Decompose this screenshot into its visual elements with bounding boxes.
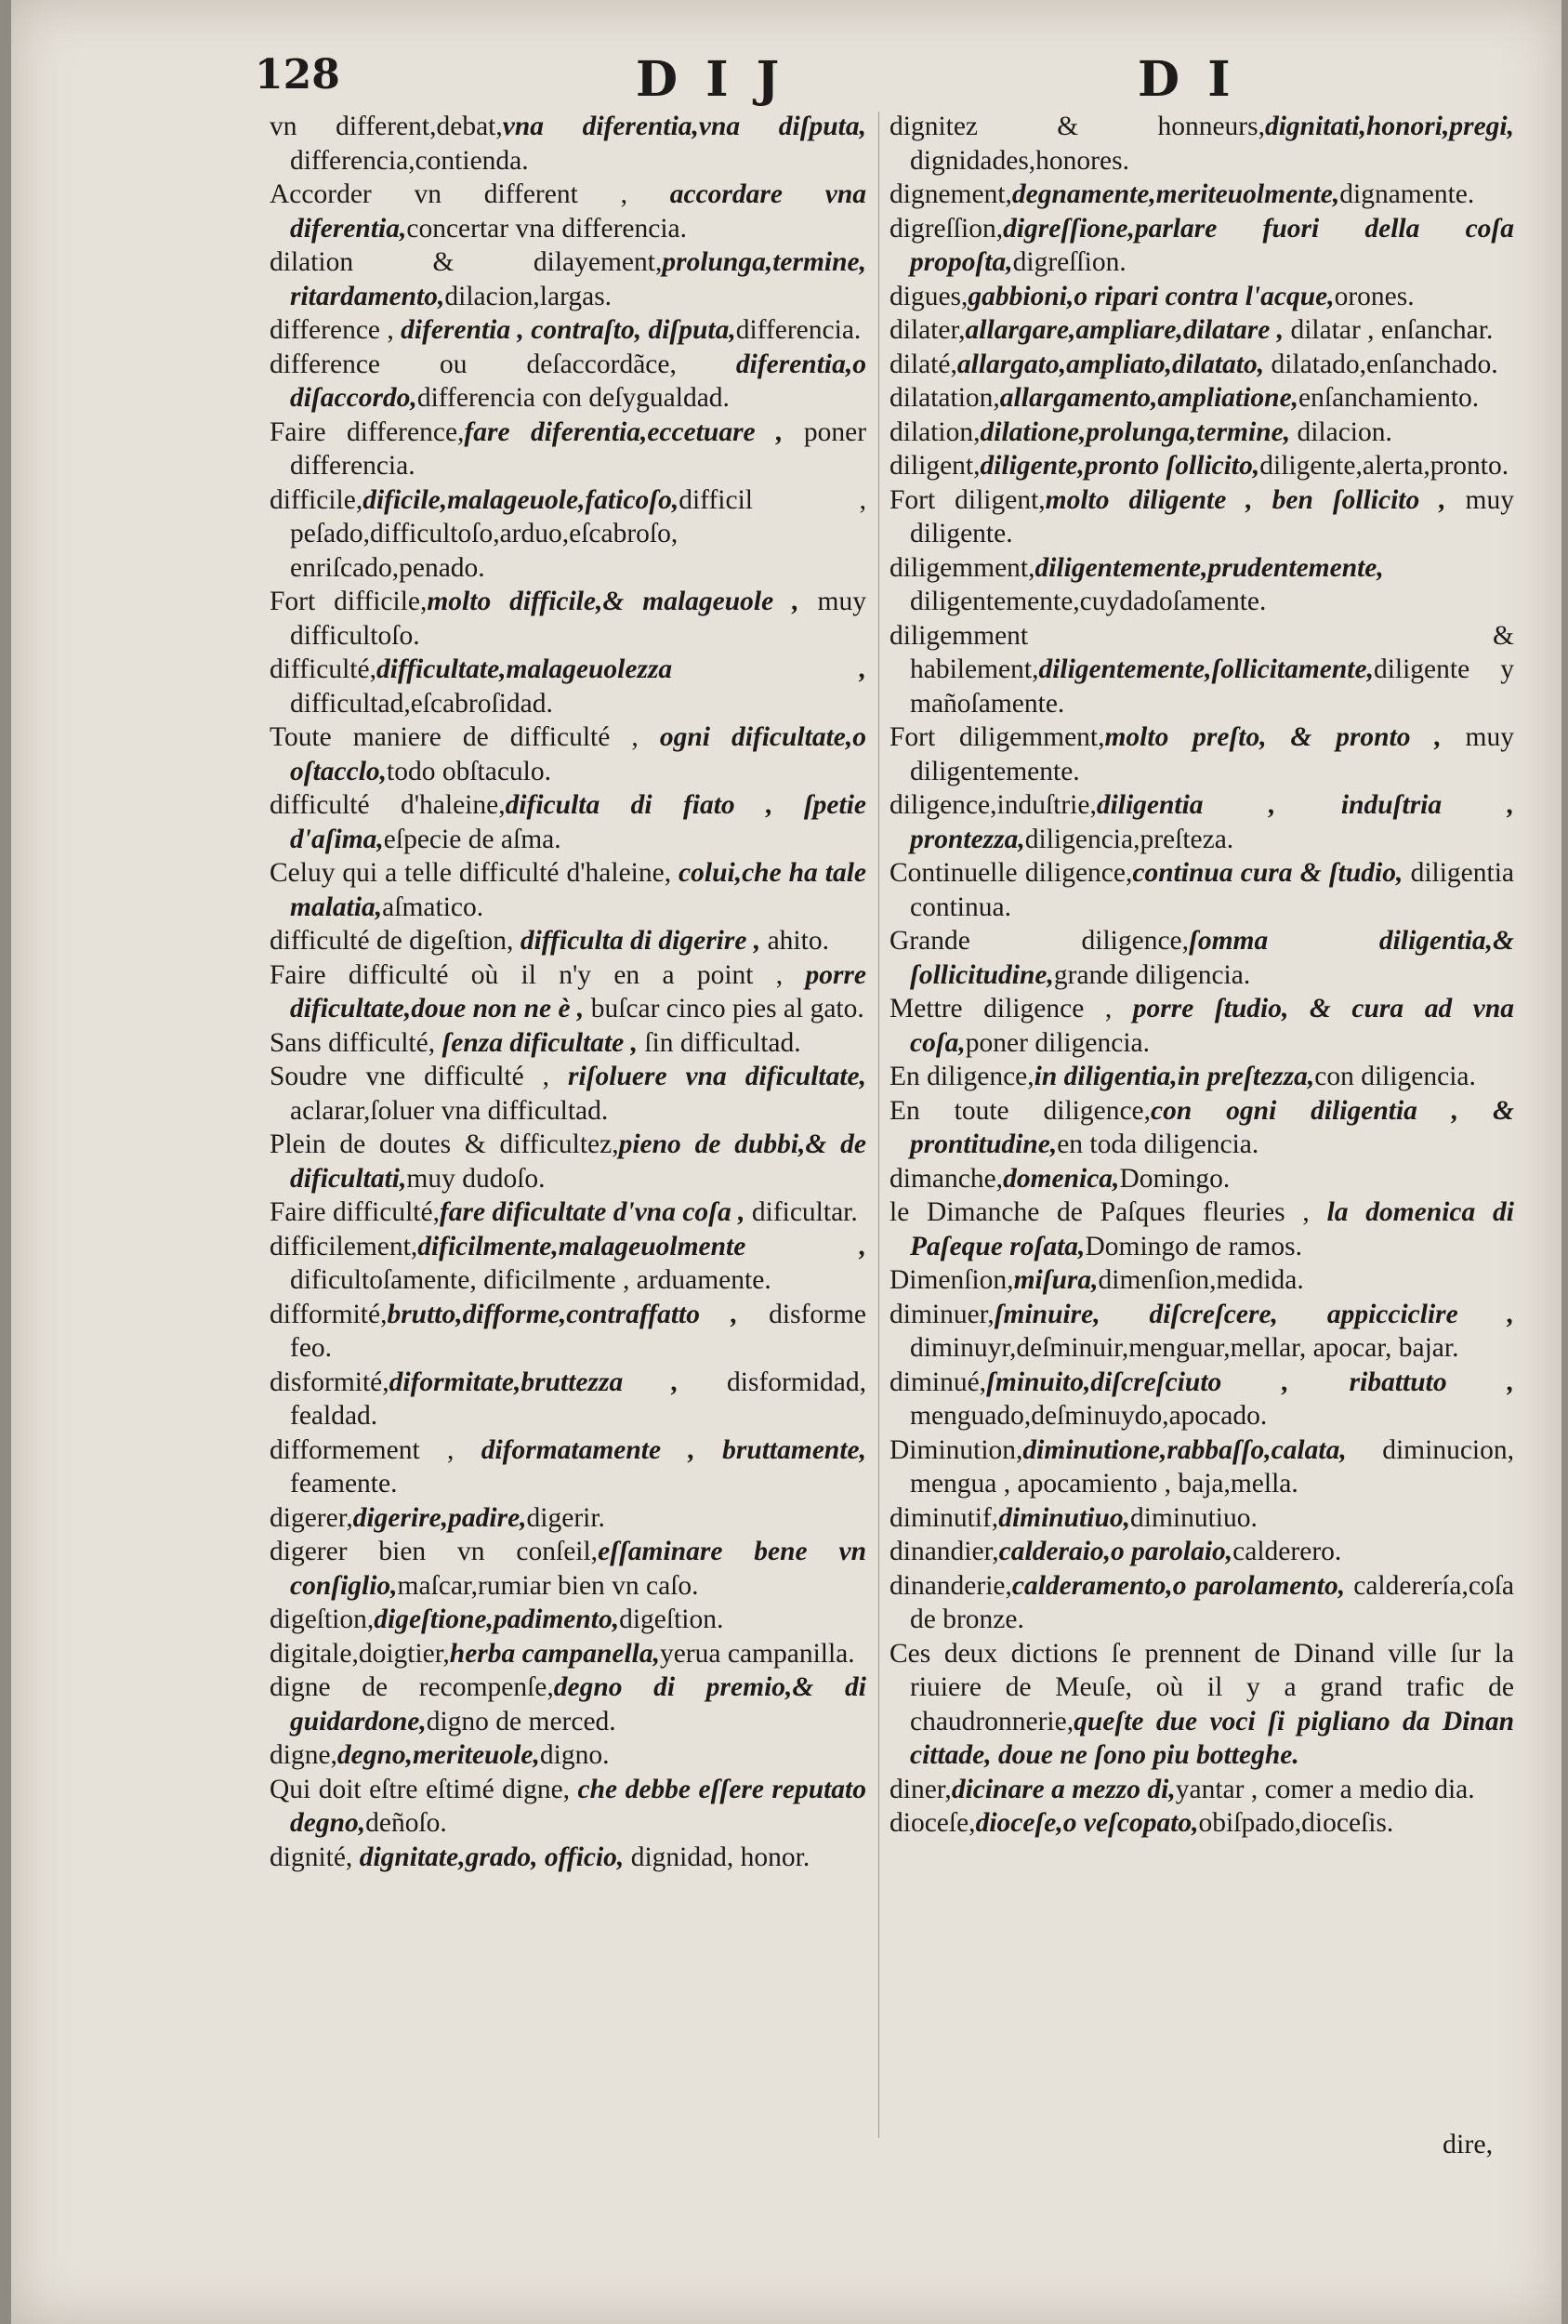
dictionary-entry — [889, 1366, 1514, 1433]
french-headword: Diminution, — [889, 1434, 1023, 1465]
dictionary-entry — [270, 416, 866, 483]
italian-translation: dignitati,honori,pregi, — [1264, 112, 1514, 141]
french-headword: dilater, — [889, 315, 966, 345]
french-headword: Ces deux dictions ſe prennent de Dinand ville ſur la riuiere de Meuſe, où il y a grand trafic de chaudronnerie, — [889, 1638, 1514, 1736]
french-headword: difformité, — [270, 1299, 388, 1329]
dictionary-entry — [270, 1841, 866, 1875]
spanish-translation: calderería,coſa de bronze. — [910, 1570, 1514, 1634]
italian-translation: brutto,difforme,contraffatto , — [387, 1299, 738, 1329]
dictionary-entry — [270, 958, 866, 1026]
dictionary-entry — [889, 1298, 1514, 1366]
spanish-translation: digno. — [539, 1740, 610, 1770]
dictionary-entry — [889, 313, 1514, 348]
french-headword: dinandier, — [889, 1537, 999, 1566]
dictionary-entry — [889, 720, 1514, 788]
spanish-translation: ahito. — [760, 926, 829, 956]
spanish-translation: Domingo de ramos. — [1085, 1231, 1302, 1261]
french-headword: digues, — [889, 281, 968, 311]
dictionary-entry — [270, 653, 866, 720]
dictionary-entry — [270, 1603, 866, 1637]
spanish-translation: concertar vna differencia. — [406, 213, 688, 244]
italian-translation: diferentia , contraſto, diſputa, — [401, 315, 736, 345]
spanish-translation: yerua campanilla. — [659, 1638, 855, 1669]
spanish-translation: aclarar,ſoluer vna difficultad. — [290, 1095, 609, 1126]
dictionary-entry — [889, 212, 1514, 280]
italian-translation: dilatione,prolunga,termine, — [980, 416, 1291, 447]
spanish-translation: digeſtion. — [619, 1604, 724, 1634]
italian-translation: prolunga,termine, ritardamento, — [290, 247, 866, 311]
french-headword: En toute diligence, — [889, 1095, 1152, 1126]
spanish-translation: muy diligente. — [910, 484, 1515, 548]
italian-translation: ſomma diligentia,& ſollicitudine, — [910, 926, 1514, 990]
italian-translation: domenica, — [1003, 1163, 1120, 1194]
spanish-translation: ſin difficultad. — [638, 1027, 801, 1058]
spanish-translation: digreſſion. — [1012, 247, 1127, 277]
spanish-translation: diligente y mañoſamente. — [910, 654, 1514, 719]
spanish-translation: con diligencia. — [1314, 1062, 1476, 1091]
dictionary-entry — [270, 1670, 866, 1738]
spanish-translation: muy dudoſo. — [406, 1163, 546, 1194]
running-head-left: D I J — [636, 51, 785, 108]
dictionary-entry — [270, 1433, 866, 1501]
french-headword: En diligence, — [889, 1062, 1034, 1091]
french-headword: le Dimanche de Paſques fleuries , — [889, 1197, 1327, 1227]
italian-translation: la domenica di Paſeque roſata, — [910, 1197, 1514, 1261]
spanish-translation: dignidad, honor. — [624, 1842, 810, 1872]
italian-translation: diligentemente,prudentemente, — [1034, 552, 1384, 583]
dictionary-entry — [270, 1366, 866, 1433]
dictionary-entry — [889, 992, 1514, 1060]
dictionary-entry — [889, 1773, 1514, 1807]
spanish-translation: dilatar , enſanchar. — [1284, 315, 1494, 345]
french-headword: dilaté, — [889, 349, 957, 379]
french-headword: dignitez & honneurs, — [889, 112, 1265, 141]
french-headword: disformité, — [270, 1367, 389, 1397]
italian-translation: diferentia,o diſaccordo, — [290, 349, 866, 413]
french-headword: diligemment, — [889, 552, 1035, 583]
dictionary-entry — [889, 924, 1514, 992]
dictionary-entry — [889, 1535, 1514, 1569]
dictionary-entry — [889, 619, 1514, 721]
dictionary-entry — [270, 1535, 866, 1603]
italian-translation: molto difficile,& malageuole , — [427, 587, 799, 616]
french-headword: digne, — [270, 1740, 337, 1770]
french-headword: Toute maniere de difficulté , — [270, 722, 660, 752]
italian-translation: ogni dificultate,o oſtacclo, — [290, 722, 866, 786]
spanish-translation: disformidad, fealdad. — [290, 1367, 866, 1431]
spanish-translation: maſcar,rumiar bien vn caſo. — [397, 1570, 699, 1601]
dictionary-entry — [889, 1060, 1514, 1094]
dictionary-entry — [889, 1195, 1514, 1263]
french-headword: diminutif, — [889, 1502, 999, 1533]
dictionary-entry — [270, 585, 866, 653]
dictionary-entry — [889, 416, 1514, 450]
italian-translation: herba campanella, — [449, 1638, 660, 1669]
italian-translation: allargare,ampliare,dilatare , — [965, 315, 1285, 345]
dictionary-entry — [889, 178, 1514, 212]
french-headword: dilation, — [889, 416, 981, 447]
french-headword: difformement , — [270, 1434, 481, 1465]
spanish-translation: buſcar cinco pies al gato. — [584, 994, 864, 1023]
dictionary-entry — [889, 1094, 1514, 1162]
french-headword: difficulté d'haleine, — [270, 790, 506, 820]
italian-translation: diligentemente,ſollicitamente, — [1038, 654, 1374, 684]
italian-translation: digeſtione,padimento, — [374, 1604, 620, 1634]
french-headword: vn different,debat, — [270, 112, 503, 141]
french-headword: Faire difference, — [270, 416, 465, 447]
italian-translation: porre dificultate,doue non ne è , — [290, 959, 866, 1023]
italian-translation: digerire,padire, — [352, 1502, 527, 1533]
spanish-translation: en toda diligencia. — [1057, 1129, 1259, 1159]
italian-translation: difficultate,malageuolezza , — [376, 654, 866, 684]
spanish-translation: orones. — [1334, 281, 1415, 311]
spanish-translation: dilatado,enſanchado. — [1264, 349, 1498, 379]
running-head-right: D I — [1138, 51, 1236, 108]
italian-translation: allargamento,ampliatione, — [999, 383, 1299, 413]
french-headword: Continuelle diligence, — [889, 858, 1133, 888]
dictionary-entry — [889, 449, 1514, 483]
french-headword: digreſſion, — [889, 213, 1004, 244]
french-headword: difficulté, — [270, 654, 376, 684]
dictionary-entry — [889, 110, 1514, 178]
dictionary-entry — [270, 245, 866, 313]
page-number: 128 — [255, 51, 340, 99]
italian-translation: in diligentia,in preſtezza, — [1034, 1062, 1315, 1091]
book-page — [11, 0, 1561, 2324]
dictionary-entry — [270, 178, 866, 245]
catchword: dire, — [1443, 2129, 1494, 2159]
spanish-translation: digerir. — [526, 1502, 605, 1533]
italian-translation: diminutiuo, — [998, 1502, 1131, 1533]
spanish-translation: digno de merced. — [426, 1706, 616, 1736]
dictionary-entry — [270, 110, 866, 178]
spanish-translation: difficultad,eſcabroſidad. — [290, 688, 553, 719]
italian-translation: dignitate,grado, officio, — [359, 1842, 625, 1872]
italian-translation: pieno de dubbi,& de dificultati, — [290, 1129, 866, 1194]
dictionary-entry — [889, 348, 1514, 382]
french-headword: difference ou deſaccordãce, — [270, 349, 736, 379]
italian-translation: vna diferentia,vna diſputa, — [502, 112, 866, 141]
spanish-translation: diligencia,preſteza. — [1024, 824, 1234, 854]
right-column — [889, 110, 1514, 1841]
italian-translation: che debbe eſſere reputato degno, — [290, 1774, 866, 1838]
french-headword: Fort diligemment, — [889, 722, 1105, 752]
italian-translation: fare diferentia,eccetuare , — [464, 416, 784, 447]
dictionary-entry — [889, 483, 1514, 551]
french-headword: dimanche, — [889, 1163, 1004, 1194]
french-headword: diligence,induſtrie, — [889, 790, 1097, 820]
french-headword: diligent, — [889, 451, 981, 481]
french-headword: difficile, — [270, 484, 363, 515]
french-headword: diligemment & habilement, — [889, 620, 1514, 684]
french-headword: dioceſe, — [889, 1808, 976, 1838]
french-headword: digeſtion, — [270, 1604, 375, 1634]
french-headword: Soudre vne difficulté , — [270, 1062, 569, 1091]
italian-translation: accordare vna diferentia, — [290, 179, 867, 244]
french-headword: dignité, — [270, 1842, 360, 1872]
italian-translation: dicinare a mezzo di, — [951, 1774, 1176, 1804]
spanish-translation: differencia con deſygualdad. — [416, 383, 730, 413]
french-headword: Plein de doutes & difficultez, — [270, 1129, 619, 1159]
italian-translation: con ogni diligentia , & prontitudine, — [910, 1095, 1514, 1159]
spanish-translation: disforme feo. — [290, 1299, 866, 1363]
spanish-translation: diligentemente,cuydadoſamente. — [910, 587, 1267, 616]
spanish-translation: diminucion, mengua , apocamiento , baja,mella. — [910, 1434, 1514, 1499]
italian-translation: diminutione,rabbaſſo,calata, — [1022, 1434, 1347, 1465]
dictionary-entry — [270, 1230, 866, 1298]
italian-translation: riſoluere vna dificultate, — [568, 1062, 866, 1091]
italian-translation: eſſaminare bene vn conſiglio, — [290, 1537, 866, 1601]
dictionary-entry — [889, 1501, 1514, 1536]
french-headword: diminué, — [889, 1367, 987, 1397]
spanish-translation: grande diligencia. — [1053, 959, 1251, 990]
italian-translation: degnamente,meriteuolmente, — [1011, 179, 1340, 209]
dictionary-entry — [270, 924, 866, 958]
italian-translation: dificulta di fiato , ſpetie d'aſima, — [290, 790, 866, 854]
spanish-translation: differencia. — [735, 315, 862, 345]
french-headword: Accorder vn different , — [270, 179, 670, 209]
italian-translation: dioceſe,o veſcopato, — [975, 1808, 1199, 1838]
spanish-translation: calderero. — [1232, 1537, 1342, 1566]
dictionary-entry — [270, 313, 866, 348]
dictionary-entry — [270, 1195, 866, 1230]
italian-translation: diformitate,bruttezza , — [389, 1367, 679, 1397]
spanish-translation: dificultar. — [744, 1197, 858, 1227]
spanish-translation: diminutiuo. — [1130, 1502, 1258, 1533]
french-headword: dignement, — [889, 179, 1012, 209]
dictionary-entry — [270, 1773, 866, 1841]
italian-translation: calderamento,o parolamento, — [1011, 1570, 1346, 1601]
italian-translation: dificile,malageuole,faticoſo, — [362, 484, 679, 515]
spanish-translation: dilacion. — [1290, 416, 1392, 447]
dictionary-entry — [889, 788, 1514, 856]
italian-translation: molto diligente , ben ſollicito , — [1045, 484, 1446, 515]
dictionary-entry — [270, 788, 866, 856]
french-headword: diner, — [889, 1774, 952, 1804]
dictionary-entry — [270, 348, 866, 416]
spanish-translation: diligente,alerta,pronto. — [1259, 451, 1509, 481]
spanish-translation: Domingo. — [1119, 1163, 1231, 1194]
spanish-translation: dificultoſamente, dificilmente , arduamente. — [290, 1265, 771, 1295]
italian-translation: continua cura & ſtudio, — [1132, 858, 1403, 888]
spanish-translation: muy difficultoſo. — [290, 587, 866, 651]
french-headword: Mettre diligence , — [889, 994, 1133, 1023]
dictionary-entry — [270, 1026, 866, 1061]
italian-translation: fare dificultate d'vna coſa , — [439, 1197, 745, 1227]
french-headword: difference , — [270, 315, 402, 345]
french-headword: Fort difficile, — [270, 587, 428, 616]
dictionary-entry — [270, 856, 866, 924]
dictionary-entry — [270, 1298, 866, 1366]
spanish-translation: obiſpado,dioceſis. — [1198, 1808, 1394, 1838]
french-headword: dinanderie, — [889, 1570, 1012, 1601]
italian-translation: miſura, — [1013, 1265, 1099, 1295]
french-headword: Fort diligent, — [889, 484, 1046, 515]
dictionary-entry — [270, 1060, 866, 1128]
italian-translation: queſte due voci ſi pigliano da Dinan cittade, doue ne ſono piu botteghe. — [910, 1706, 1514, 1770]
italian-translation: difficulta di digerire , — [520, 926, 761, 956]
french-headword: dilatation, — [889, 383, 1000, 413]
dictionary-entry — [270, 1637, 866, 1671]
spanish-translation: diligentia continua. — [910, 858, 1514, 922]
spanish-translation: eſpecie de aſma. — [383, 824, 561, 854]
spanish-translation: deñoſo. — [365, 1808, 447, 1838]
italian-translation: colui,che ha tale malatia, — [290, 858, 866, 922]
spanish-translation: poner diligencia. — [965, 1027, 1151, 1058]
italian-translation: gabbioni,o ripari contra l'acque, — [968, 281, 1335, 311]
spanish-translation: todo obſtaculo. — [387, 756, 552, 786]
dictionary-entry — [889, 381, 1514, 416]
french-headword: Qui doit eſtre eſtimé digne, — [270, 1774, 578, 1804]
spanish-translation: diminuyr,deſminuir,menguar,mellar, apocar, bajar. — [910, 1333, 1459, 1363]
spanish-translation: dignamente. — [1339, 179, 1475, 209]
dictionary-entry — [889, 1162, 1514, 1196]
dictionary-entry — [270, 483, 866, 586]
spanish-translation: dimenſion,medida. — [1098, 1265, 1304, 1295]
italian-translation: diligentia , induſtria , prontezza, — [910, 790, 1514, 854]
dictionary-entry — [270, 1738, 866, 1773]
italian-translation: calderaio,o parolaio, — [998, 1537, 1233, 1566]
dictionary-entry — [889, 1263, 1514, 1298]
french-headword: Sans difficulté, — [270, 1027, 442, 1058]
french-headword: Faire difficulté, — [270, 1197, 440, 1227]
spanish-translation: dilacion,largas. — [444, 281, 613, 311]
italian-translation: degno di premio,& di guidardone, — [290, 1672, 866, 1736]
column-divider — [878, 112, 879, 2138]
french-headword: difficilement, — [270, 1231, 418, 1261]
dictionary-entry — [889, 1433, 1514, 1501]
dictionary-entry — [270, 720, 866, 788]
french-headword: difficulté de digeſtion, — [270, 926, 520, 956]
dictionary-entry — [270, 1501, 866, 1536]
spanish-translation: aſmatico. — [382, 891, 484, 922]
italian-translation: ſenza dificultate , — [441, 1027, 639, 1058]
french-headword: digerer bien vn conſeil, — [270, 1537, 599, 1566]
dictionary-entry — [889, 1569, 1514, 1637]
italian-translation: diformatamente , bruttamente, — [481, 1434, 866, 1465]
spanish-translation: feamente. — [290, 1469, 398, 1499]
french-headword: diminuer, — [889, 1299, 995, 1329]
french-headword: dilation & dilayement, — [270, 247, 663, 277]
spanish-translation: differencia,contienda. — [290, 145, 529, 176]
dictionary-entry — [889, 1806, 1514, 1841]
italian-translation: diligente,pronto ſollicito, — [980, 451, 1260, 481]
dictionary-entry — [889, 856, 1514, 924]
spanish-translation: enſanchamiento. — [1298, 383, 1480, 413]
spanish-translation: poner differencia. — [290, 416, 867, 481]
french-headword: Grande diligence, — [889, 926, 1190, 956]
french-headword: digitale,doigtier, — [270, 1638, 450, 1669]
italian-translation: digreſſione,parlare fuori della coſa propoſta, — [910, 213, 1514, 277]
italian-translation: allargato,ampliato,dilatato, — [956, 349, 1265, 379]
dictionary-entry — [889, 1637, 1514, 1773]
italian-translation: dificilmente,malageuolmente , — [417, 1231, 866, 1261]
spanish-translation: menguado,deſminuydo,apocado. — [910, 1401, 1268, 1431]
french-headword: Faire difficulté où il n'y en a point , — [270, 959, 806, 990]
dictionary-entry — [889, 280, 1514, 314]
spanish-translation: yantar , comer a medio dia. — [1175, 1774, 1475, 1804]
italian-translation: porre ſtudio, & cura ad vna coſa, — [910, 994, 1514, 1058]
spanish-translation: dignidades,honores. — [910, 145, 1129, 176]
italian-translation: degno,meriteuole, — [336, 1740, 540, 1770]
dictionary-entry — [270, 1128, 866, 1195]
italian-translation: molto preſto, & pronto , — [1104, 722, 1442, 752]
dictionary-entry — [889, 551, 1514, 619]
left-column — [270, 110, 866, 1874]
italian-translation: ſminuire, diſcreſcere, appicciclire , — [994, 1299, 1514, 1329]
french-headword: Celuy qui a telle difficulté d'haleine, — [270, 858, 679, 888]
french-headword: Dimenſion, — [889, 1265, 1014, 1295]
french-headword: digerer, — [270, 1502, 353, 1533]
italian-translation: ſminuito,diſcreſciuto , ribattuto , — [986, 1367, 1514, 1397]
spanish-translation: difficil , peſado,difficultoſo,arduo,eſcabroſo, enriſcado,penado. — [290, 484, 866, 583]
french-headword: digne de recompenſe, — [270, 1672, 554, 1702]
spanish-translation: muy diligentemente. — [910, 722, 1514, 786]
